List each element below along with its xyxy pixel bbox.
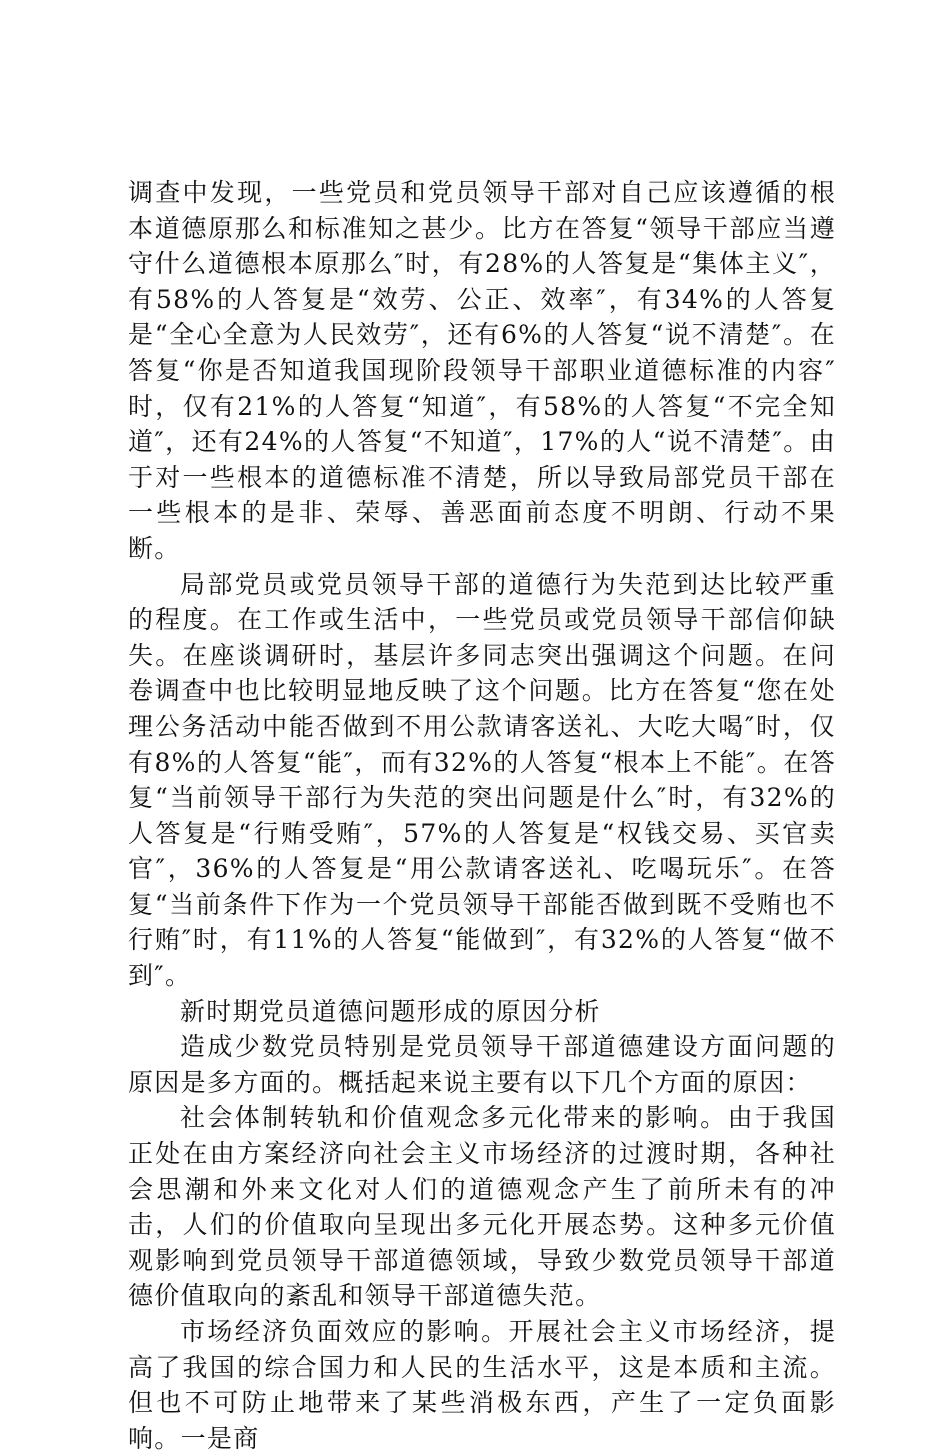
paragraph-social-transition: 社会体制转轨和价值观念多元化带来的影响。由于我国正处在由方案经济向社会主义市场经济的过渡时期，各种社会思潮和外来文化对人们的道德观念产生了前所未有的冲击，人们的价值取向呈现出多元化开展态势。这种多元价值观影响到党员领导干部道德领域，导致少数党员领导干部道德价值取向的紊乱和领导干部道德失范。 [128,1103,836,1311]
section-heading-cause-analysis: 新时期党员道德问题形成的原因分析 [180,996,601,1026]
document-body [128,175,836,1456]
paragraph-moral-misconduct: 局部党员或党员领导干部的道德行为失范到达比较严重的程度。在工作或生活中，一些党员或党员领导干部信仰缺失。在座谈调研时，基层许多同志突出强调这个问题。在问卷调查中也比较明显地反映了这个问题。比方在答复“您在处理公务活动中能否做到不用公款请客送礼、大吃大喝″时，仅有8%的人答复“能″，而有32%的人答复“根本上不能″。在答复“当前领导干部行为失范的突出问题是什么″时，有32%的人答复是“行贿受贿″，57%的人答复是“权钱交易、买官卖官″，36%的人答复是“用公款请客送礼、吃喝玩乐″。在答复“当前条件下作为一个党员领导干部能否做到既不受贿也不行贿″时，有11%的人答复“能做到″，有32%的人答复“做不到″。 [128,569,836,991]
paragraph-survey-findings: 调查中发现，一些党员和党员领导干部对自己应该遵循的根本道德原那么和标准知之甚少。比方在答复“领导干部应当遵守什么道德根本原那么″时，有28%的人答复是“集体主义″，有58%的人答复是“效劳、公正、效率″，有34%的人答复是“全心全意为人民效劳″，还有6%的人答复“说不清楚″。在答复“你是否知道我国现阶段领导干部职业道德标准的内容″时，仅有21%的人答复“知道″，有58%的人答复“不完全知道″，还有24%的人答复“不知道″，17%的人“说不清楚″。由于对一些根本的道德标准不清楚，所以导致局部党员干部在一些根本的是非、荣辱、善恶面前态度不明朗、行动不果断。 [128,178,836,563]
paragraph-market-economy: 市场经济负面效应的影响。开展社会主义市场经济，提高了我国的综合国力和人民的生活水平，这是本质和主流。但也不可防止地带来了某些消极东西，产生了一定负面影响。一是商 [128,1317,836,1453]
paragraph-causes-intro: 造成少数党员特别是党员领导干部道德建设方面问题的原因是多方面的。概括起来说主要有以下几个方面的原因： [128,1032,836,1097]
